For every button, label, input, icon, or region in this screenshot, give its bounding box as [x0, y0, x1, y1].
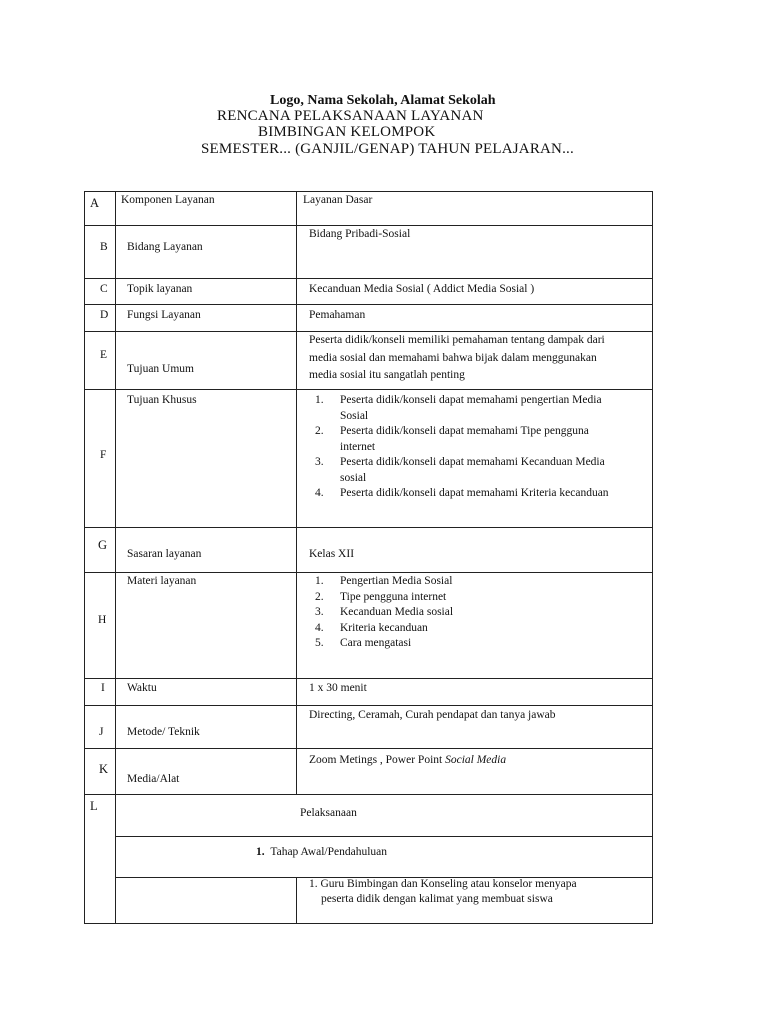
row-value-line: Peserta didik/konseli memiliki pemahaman tentang dampak dari	[309, 334, 605, 346]
step-line: 1. Guru Bimbingan dan Konseling atau konselor menyapa	[309, 878, 577, 890]
row-code: K	[99, 762, 109, 776]
row-divider	[84, 225, 653, 226]
row-code: F	[100, 449, 107, 461]
row-divider	[84, 678, 653, 679]
row-code: G	[98, 538, 108, 552]
row-divider	[84, 304, 653, 305]
row-value: 1 x 30 menit	[309, 682, 367, 694]
row-divider	[84, 527, 653, 528]
row-value: Zoom Metings , Power Point Social Media	[309, 754, 507, 766]
row-code: J	[99, 726, 104, 738]
row-value: Kecanduan Media Sosial ( Addict Media Sosial )	[309, 283, 535, 295]
row-code: C	[100, 283, 108, 295]
document-title: RENCANA PELAKSANAAN LAYANAN	[217, 108, 484, 124]
row-value-line: media sosial dan memahami bahwa bijak dalam menggunakan	[309, 352, 597, 364]
table-divider-code	[115, 191, 116, 924]
row-label: Tujuan Khusus	[127, 394, 197, 406]
row-code: H	[98, 614, 107, 626]
step-line: peserta didik dengan kalimat yang membuat siswa	[321, 893, 553, 905]
row-code: A	[90, 196, 100, 210]
table-border-top	[84, 191, 653, 192]
row-label: Bidang Layanan	[127, 241, 203, 253]
row-label: Sasaran layanan	[127, 548, 202, 560]
row-divider	[84, 389, 653, 390]
row-divider	[84, 331, 653, 332]
row-label: Media/Alat	[127, 773, 180, 785]
table-border-bottom	[84, 923, 653, 924]
document-semester: SEMESTER... (GANJIL/GENAP) TAHUN PELAJARAN...	[201, 141, 574, 157]
row-divider	[84, 278, 653, 279]
row-divider	[84, 705, 653, 706]
row-label: Materi layanan	[127, 575, 197, 587]
list-item: 5. Cara mengatasi	[315, 637, 412, 649]
row-divider	[84, 794, 653, 795]
list-item: 2. Tipe pengguna internet	[315, 590, 447, 603]
list-item: 1. Pengertian Media Sosial	[315, 575, 453, 587]
objectives-list	[315, 393, 645, 502]
row-divider	[84, 748, 653, 749]
row-value: Kelas XII	[309, 548, 355, 560]
row-label: Tujuan Umum	[127, 363, 194, 375]
row-label: Waktu	[127, 682, 157, 694]
row-value: Bidang Pribadi-Sosial	[309, 228, 411, 240]
list-item: 3. Kecanduan Media sosial	[315, 606, 454, 618]
row-value: Directing, Ceramah, Curah pendapat dan tanya jawab	[309, 709, 556, 721]
row-divider	[115, 836, 653, 837]
row-code: I	[101, 682, 105, 694]
row-value: Layanan Dasar	[303, 194, 373, 206]
list-item: 1. Peserta didik/konseli dapat memahami pengertian Media Sosial	[315, 394, 602, 422]
list-item: 4. Kriteria kecanduan	[315, 621, 428, 634]
row-label: Topik layanan	[127, 283, 193, 295]
stage-heading: 1. Tahap Awal/Pendahuluan	[256, 846, 387, 858]
list-item: 4. Peserta didik/konseli dapat memahami Kriteria kecanduan	[315, 487, 609, 499]
document-subtitle: BIMBINGAN KELOMPOK	[258, 124, 436, 140]
document-header-school: Logo, Nama Sekolah, Alamat Sekolah	[270, 93, 496, 108]
materials-list	[315, 574, 645, 652]
table-border-right	[652, 191, 653, 924]
row-code: B	[100, 241, 108, 253]
list-item: 3. Peserta didik/konseli dapat memahami Kecanduan Media sosial	[315, 456, 605, 484]
row-code: E	[100, 349, 108, 361]
row-divider	[84, 572, 653, 573]
row-label: Fungsi Layanan	[127, 309, 201, 321]
table-border-left	[84, 191, 85, 924]
row-label: Komponen Layanan	[121, 194, 215, 206]
list-item: 2. Peserta didik/konseli dapat memahami Tipe pengguna internet	[315, 425, 589, 453]
table-divider-step	[296, 877, 297, 924]
row-code: D	[100, 309, 109, 321]
row-label: Metode/ Teknik	[127, 726, 200, 738]
row-value-line: media sosial itu sangatlah penting	[309, 369, 465, 381]
row-code: L	[90, 799, 98, 813]
table-divider-label	[296, 191, 297, 794]
row-value: Pemahaman	[309, 309, 366, 321]
section-title: Pelaksanaan	[300, 807, 357, 819]
